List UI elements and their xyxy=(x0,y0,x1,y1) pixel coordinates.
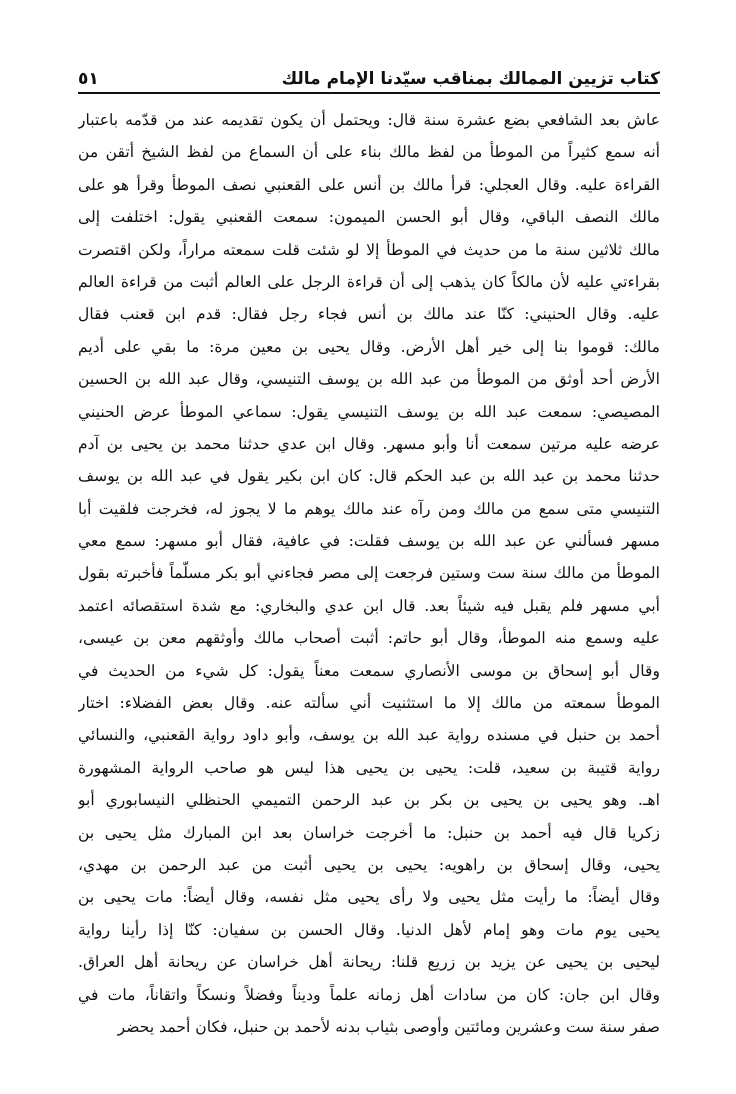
text-line: يحيى، وقال إسحاق بن راهويه: يحيى بن يحيى أثبت من عبد الرحمن بن مهدي، xyxy=(78,855,660,874)
page-number: ٥١ xyxy=(78,69,99,89)
text-line: الأرض أحد أوثق من الموطأ من عبد الله بن يوسف التنيسي، وقال عبد الله بن الحسين xyxy=(78,370,660,389)
running-header xyxy=(78,56,660,94)
text-line: وقال ابن جان: كان من سادات أهل زمانه علماً وديناً وفضلاً ونسكاً واتقاناً، مات في xyxy=(78,985,660,1004)
text-line: التنيسي متى سمع من مالك ومن رآه عند مالك يوهم ما لا يجوز له، فخرجت فلقيت أبا xyxy=(78,499,660,518)
book-page xyxy=(78,56,660,1056)
text-line: رواية قتيبة بن سعيد، قلت: يحيى بن يحيى هذا ليس هو صاحب الرواية المشهورة xyxy=(78,758,660,777)
text-line: صفر سنة ست وعشرين ومائتين وأوصى بثياب بدنه لأحمد بن حنبل، فكان أحمد يحضر xyxy=(117,1017,660,1036)
text-line: عاش بعد الشافعي بضع عشرة سنة قال: ويحتمل أن يكون تقديمه عند من قدّمه باعتبار xyxy=(78,111,660,129)
text-line: مسهر فسألني عن عبد الله بن يوسف فقلت: في عافية، فقال أبو مسهر: سمع معي xyxy=(78,532,660,551)
text-line: ليحيى بن يحيى عن يزيد بن زريع قلنا: ريحانة أهل خراسان عن ريحانة أهل العراق. xyxy=(78,953,660,972)
text-line: أحمد بن حنبل في مسنده رواية عبد الله بن يوسف، وأبو داود رواية القعنبي، والنسائي xyxy=(78,726,660,745)
text-line: اهـ. وهو يحيى بن يحيى بن بكر بن عبد الرحمن التميمي الحنظلي النيسابوري أبو xyxy=(78,791,660,810)
text-line: وقال أيضاً: ما رأيت مثل يحيى ولا رأى يحيى مثل نفسه، وقال أيضاً: مات يحيى بن xyxy=(78,888,660,907)
text-line: المصيصي: سمعت عبد الله بن يوسف التنيسي يقول: سماعي الموطأ عرض الحنيني xyxy=(78,402,660,421)
text-line: يحيى يوم مات وهو إمام لأهل الدنيا. وقال الحسن بن سفيان: كنّا إذا رأينا رواية xyxy=(78,920,660,939)
text-line: عليه وسمع منه الموطأ، وقال أبو حاتم: أثبت أصحاب مالك وأوثقهم معن بن عيسى، xyxy=(78,629,660,648)
text-line: مالك: قوموا بنا إلى خير أهل الأرض. وقال يحيى بن معين مرة: ما بقي على أديم xyxy=(78,337,660,356)
text-line: القراءة عليه. وقال العجلي: قرأ مالك بن أنس على القعنبي نصف الموطأ وقرأ هو على xyxy=(78,175,660,194)
text-line: مالك ثلاثين سنة ما من حديث في الموطأ إلا لو شئت قلت سمعته مراراً، ولكن اقتصرت xyxy=(78,240,660,259)
text-line: عليه. وقال الحنيني: كنّا عند مالك بن أنس فجاء رجل فقال: قدم ابن قعنب فقال xyxy=(78,305,660,324)
text-line: أنه سمع كثيراً من الموطأ من لفظ مالك بناء على أن السماع من لفظ الشيخ أتقن من xyxy=(78,143,660,162)
body-text xyxy=(78,104,660,1043)
text-line: بقراءتي عليه لأن مالكاً كان يذهب إلى أن قراءة الرجل على العالم أثبت من قراءة العالم xyxy=(78,272,660,291)
text-line: زكريا قال فيه أحمد بن حنبل: ما أخرجت خراسان بعد ابن المبارك مثل يحيى بن xyxy=(78,823,660,842)
text-line: مالك النصف الباقي، وقال أبو الحسن الميمون: سمعت القعنبي يقول: اختلفت إلى xyxy=(78,208,660,227)
text-line: عرضه عليه مرتين سمعت أنا وأبو مسهر. وقال ابن عدي حدثنا محمد بن يحيى بن آدم xyxy=(78,434,660,453)
text-line: حدثنا محمد بن عبد الله بن عبد الحكم قال: كان ابن بكير يقول في عبد الله بن يوسف xyxy=(78,467,660,486)
running-title: كتاب تزيين الممالك بمناقب سيّدنا الإمام مالك xyxy=(281,69,660,89)
text-line: أبي مسهر فلم يقبل فيه شيئاً بعد. قال ابن عدي والبخاري: مع شدة استقصائه اعتمد xyxy=(78,596,660,615)
text-line: الموطأ من مالك سنة ست وستين فرجعت إلى مصر فجاءني أبو بكر مسلّماً فأخبرته بقول xyxy=(78,564,660,583)
text-line: الموطأ سمعته من مالك إلا ما استثنيت أني سألته عنه. وقال بعض الفضلاء: اختار xyxy=(78,694,660,713)
text-line: وقال أبو إسحاق بن موسى الأنصاري سمعت معناً يقول: كل شيء من الحديث في xyxy=(78,661,660,680)
